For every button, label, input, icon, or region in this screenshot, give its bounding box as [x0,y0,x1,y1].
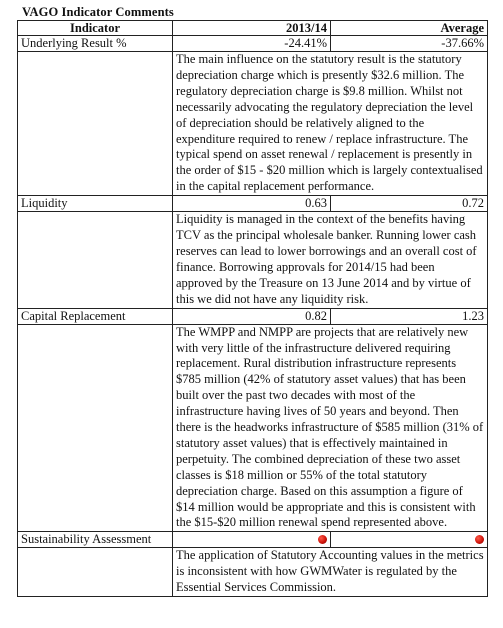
header-indicator: Indicator [18,21,173,36]
indicator-name: Sustainability Assessment [18,532,173,548]
average-value: 0.72 [331,196,488,212]
indicator-comment: The WMPP and NMPP are projects that are relatively new with very little of the infrastructure delivered requiring replacement. Rural distribution infrastructure represents $785 million (42% of statutory asset values) that has been built over the past two decades with most of the infrastructure having lives of 50 years and beyond. Then there is the headworks infrastructure of $585 million (31% of statutory asset values) that is effectively maintained in perpetuity. The combined depreciation of these two asset classes is $18 million or 55% of the total statutory depreciation charge. Based on this assumption a figure of $14 million would be appropriate and this is consistent with the $15-$20 million renewal spend represented above. [173,324,488,532]
average-value: -37.66% [331,36,488,52]
indicator-name: Capital Replacement [18,308,173,324]
red-status-dot-icon [318,535,327,544]
table-row [18,196,488,212]
comment-row [18,52,488,196]
year-value: 0.82 [173,308,331,324]
indicator-name: Liquidity [18,196,173,212]
comment-row [18,548,488,597]
comment-row [18,212,488,308]
table-row [18,36,488,52]
comment-spacer [18,548,173,597]
table-row [18,532,488,548]
comment-spacer [18,52,173,196]
indicator-comment: The application of Statutory Accounting values in the metrics is inconsistent with how GWMWater is regulated by the Essential Services Commission. [173,548,488,597]
average-indicator-cell [331,532,488,548]
page-title: VAGO Indicator Comments [22,5,174,19]
indicator-comment: Liquidity is managed in the context of the benefits having TCV as the principal wholesale banker. Running lower cash reserves can lead to lower borrowings and an overall cost of finance. Borrowing approvals for 2014/15 had been approved by the Treasure on 13 June 2014 and by virtue of this we did not have any liquidity risk. [173,212,488,308]
average-value: 1.23 [331,308,488,324]
header-row [18,21,488,36]
header-year: 2013/14 [173,21,331,36]
year-value: -24.41% [173,36,331,52]
comment-spacer [18,324,173,532]
indicator-table [17,20,488,597]
comment-row [18,324,488,532]
indicator-name: Underlying Result % [18,36,173,52]
indicator-comment: The main influence on the statutory result is the statutory depreciation charge which is presently $32.6 million. The regulatory depreciation charge is $9.8 million. Whilst not necessarily advocating the regulatory depreciation the level of depreciation should be relatively aligned to the expenditure required to renew / replace infrastructure. The typical spend on asset renewal / replacement is presently in the order of $15 - $20 million which is largely contextualised in the capital replacement performance. [173,52,488,196]
header-average: Average [331,21,488,36]
red-status-dot-icon [475,535,484,544]
year-indicator-cell [173,532,331,548]
table-row [18,308,488,324]
comment-spacer [18,212,173,308]
year-value: 0.63 [173,196,331,212]
